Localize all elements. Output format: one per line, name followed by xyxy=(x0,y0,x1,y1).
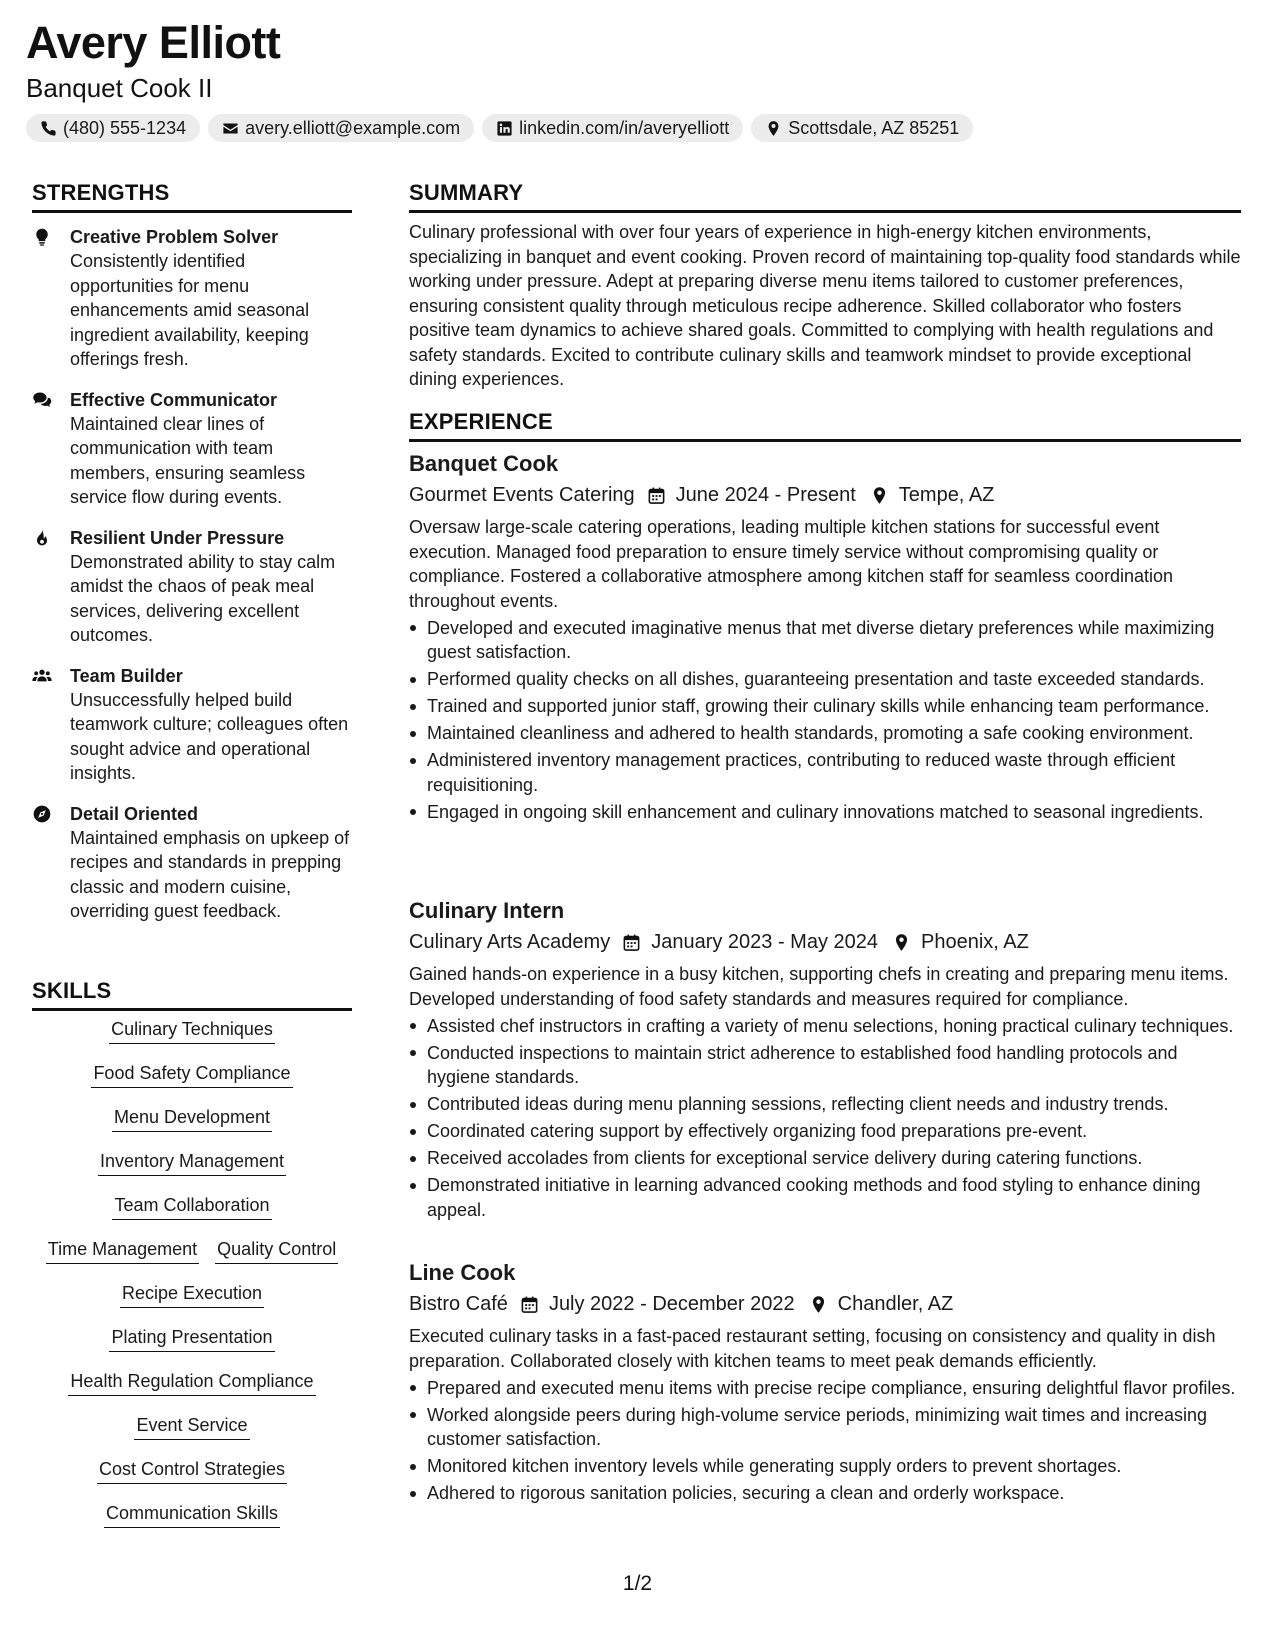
bullet-item: Received accolades from clients for exceptional service delivery during catering functions. xyxy=(409,1146,1241,1171)
job-title: Banquet Cook xyxy=(409,451,559,476)
bullet-item: Trained and supported junior staff, growing their culinary skills while enhancing team performance. xyxy=(409,694,1241,719)
lightbulb-icon xyxy=(32,227,52,247)
job-entry xyxy=(409,896,1241,1222)
job-bullets xyxy=(409,616,1241,825)
contact-email[interactable] xyxy=(208,114,474,142)
map-pin-icon xyxy=(892,933,911,952)
strength-title: Creative Problem Solver xyxy=(70,227,279,247)
linkedin-text: linkedin.com/in/averyelliott xyxy=(519,118,730,138)
strength-item xyxy=(32,388,352,510)
summary-heading: SUMMARY xyxy=(409,182,1241,213)
job-description: Executed culinary tasks in a fast-paced restaurant setting, focusing on consistency and quality in dish preparation. Collaborated closely with kitchen teams to meet peak demands efficiently. xyxy=(409,1326,1216,1371)
job-description: Gained hands-on experience in a busy kitchen, supporting chefs in creating and preparing menu items. Developed understanding of food safety standards and measures required for compliance. xyxy=(409,964,1229,1009)
job-bullets xyxy=(409,1014,1241,1223)
calendar-icon xyxy=(622,933,641,952)
contact-bar xyxy=(26,114,973,142)
bullet-item: Maintained cleanliness and adhered to health standards, promoting a safe cooking environment. xyxy=(409,721,1241,746)
skill-tag: Health Regulation Compliance xyxy=(68,1369,315,1396)
envelope-icon xyxy=(222,120,239,137)
skill-tag: Plating Presentation xyxy=(109,1325,274,1352)
job-dates: January 2023 - May 2024 xyxy=(651,931,879,953)
bullet-item: Worked alongside peers during high-volume service periods, minimizing wait times and increasing customer satisfaction. xyxy=(409,1403,1241,1452)
strength-title: Detail Oriented xyxy=(70,803,199,824)
skill-tag: Culinary Techniques xyxy=(109,1017,275,1044)
job-company: Gourmet Events Catering xyxy=(409,484,635,506)
comments-icon xyxy=(32,390,52,410)
skill-tag: Cost Control Strategies xyxy=(97,1457,287,1484)
bullet-item: Monitored kitchen inventory levels while generating supply orders to prevent shortages. xyxy=(409,1454,1241,1479)
bullet-item: Demonstrated initiative in learning advanced cooking methods and food styling to enhance dining appeal. xyxy=(409,1173,1241,1222)
strengths-heading: STRENGTHS xyxy=(32,182,352,213)
job-meta xyxy=(409,928,1241,956)
location-text: Scottsdale, AZ 85251 xyxy=(788,118,960,138)
skill-tag: Event Service xyxy=(134,1413,249,1440)
bullet-item: Developed and executed imaginative menus that met diverse dietary preferences while maximizing guest satisfaction. xyxy=(409,616,1241,665)
job-meta xyxy=(409,481,1241,509)
map-pin-icon xyxy=(809,1295,828,1314)
job-dates: July 2022 - December 2022 xyxy=(548,1293,795,1315)
skills-heading: SKILLS xyxy=(32,980,352,1011)
job-company: Bistro Café xyxy=(409,1293,508,1315)
calendar-icon xyxy=(520,1295,539,1314)
experience-heading: EXPERIENCE xyxy=(409,411,1241,442)
strength-desc: Maintained clear lines of communication with team members, ensuring seamless service flow during events. xyxy=(70,413,306,507)
bullet-item: Administered inventory management practices, contributing to reduced waste through efficient requisitioning. xyxy=(409,748,1241,797)
strength-item xyxy=(32,225,352,372)
job-location: Chandler, AZ xyxy=(837,1293,954,1315)
job-entry xyxy=(409,449,1241,824)
strength-item xyxy=(32,802,352,924)
job-company: Culinary Arts Academy xyxy=(409,931,611,953)
skill-tag: Inventory Management xyxy=(98,1149,286,1176)
skill-tag: Communication Skills xyxy=(104,1501,280,1528)
linkedin-icon xyxy=(496,120,513,137)
job-location: Tempe, AZ xyxy=(898,484,995,506)
job-meta xyxy=(409,1290,1241,1318)
users-icon xyxy=(32,666,52,686)
candidate-title: Banquet Cook II xyxy=(26,73,213,103)
strength-item xyxy=(32,526,352,648)
strength-title: Effective Communicator xyxy=(70,389,278,410)
page-number: 1/2 xyxy=(622,1572,653,1595)
skill-tag: Food Safety Compliance xyxy=(91,1061,292,1088)
job-title: Culinary Intern xyxy=(409,898,565,923)
strength-desc: Unsuccessfully helped build teamwork culture; colleagues often sought advice and operational insights. xyxy=(70,689,349,783)
bullet-item: Prepared and executed menu items with precise recipe compliance, ensuring delightful flavor profiles. xyxy=(409,1376,1241,1401)
skill-tag: Recipe Execution xyxy=(120,1281,264,1308)
map-pin-icon xyxy=(765,120,782,137)
job-description: Oversaw large-scale catering operations, leading multiple kitchen stations for successful event execution. Managed food preparation to ensure timely service without compromising quality or compliance. Fostered a collaborative atmosphere among kitchen staff for seamless coordination throughout events. xyxy=(409,517,1174,611)
strength-title: Team Builder xyxy=(70,665,183,686)
bullet-item: Performed quality checks on all dishes, guaranteeing presentation and taste exceeded standards. xyxy=(409,667,1241,692)
bullet-item: Contributed ideas during menu planning sessions, reflecting client needs and industry trends. xyxy=(409,1092,1241,1117)
map-pin-icon xyxy=(870,486,889,505)
job-bullets xyxy=(409,1376,1241,1506)
candidate-name: Avery Elliott xyxy=(26,17,281,68)
strength-item xyxy=(32,664,352,786)
skill-tag: Time Management xyxy=(46,1237,199,1264)
strength-desc: Maintained emphasis on upkeep of recipes and standards in prepping classic and modern cuisine, overriding guest feedback. xyxy=(70,827,350,921)
skills-list xyxy=(32,1017,352,1545)
bullet-item: Coordinated catering support by effectively organizing food preparations pre-event. xyxy=(409,1119,1241,1144)
summary-text: Culinary professional with over four years of experience in high-energy kitchen environments, specializing in banquet and event cooking. Proven record of maintaining top-quality food standards while working under pressure. Adept at preparing diverse menu items tailored to customer preferences, ensuring consistent quality through meticulous recipe adherence. Skilled collaborator who fosters positive team dynamics to achieve shared goals. Committed to complying with health regulations and safety standards. Excited to contribute culinary skills and teamwork mindset to provide exceptional dining experiences. xyxy=(409,222,1241,389)
contact-location xyxy=(751,114,973,142)
contact-linkedin[interactable] xyxy=(482,114,743,142)
phone-icon xyxy=(40,120,57,137)
bullet-item: Engaged in ongoing skill enhancement and culinary innovations matched to seasonal ingredients. xyxy=(409,800,1241,825)
strength-desc: Demonstrated ability to stay calm amidst the chaos of peak meal services, delivering excellent outcomes. xyxy=(70,551,336,645)
strengths-list xyxy=(32,225,352,940)
skill-tag: Team Collaboration xyxy=(112,1193,271,1220)
email-text: avery.elliott@example.com xyxy=(245,118,461,138)
bullet-item: Adhered to rigorous sanitation policies, securing a clean and orderly workspace. xyxy=(409,1481,1241,1506)
compass-icon xyxy=(32,804,52,824)
job-title: Line Cook xyxy=(409,1260,516,1285)
phone-text: (480) 555-1234 xyxy=(63,118,187,138)
fire-icon xyxy=(32,528,52,548)
contact-phone[interactable] xyxy=(26,114,200,142)
job-dates: June 2024 - Present xyxy=(675,484,856,506)
bullet-item: Assisted chef instructors in crafting a variety of menu selections, honing practical culinary techniques. xyxy=(409,1014,1241,1039)
skill-tag: Quality Control xyxy=(215,1237,338,1264)
strength-title: Resilient Under Pressure xyxy=(70,527,285,548)
bullet-item: Conducted inspections to maintain strict adherence to established food handling protocols and hygiene standards. xyxy=(409,1041,1241,1090)
job-entry xyxy=(409,1258,1241,1506)
skill-tag: Menu Development xyxy=(112,1105,272,1132)
calendar-icon xyxy=(647,486,666,505)
job-location: Phoenix, AZ xyxy=(921,931,1029,953)
strength-desc: Consistently identified opportunities for menu enhancements amid seasonal ingredient availability, keeping offerings fresh. xyxy=(70,251,310,369)
